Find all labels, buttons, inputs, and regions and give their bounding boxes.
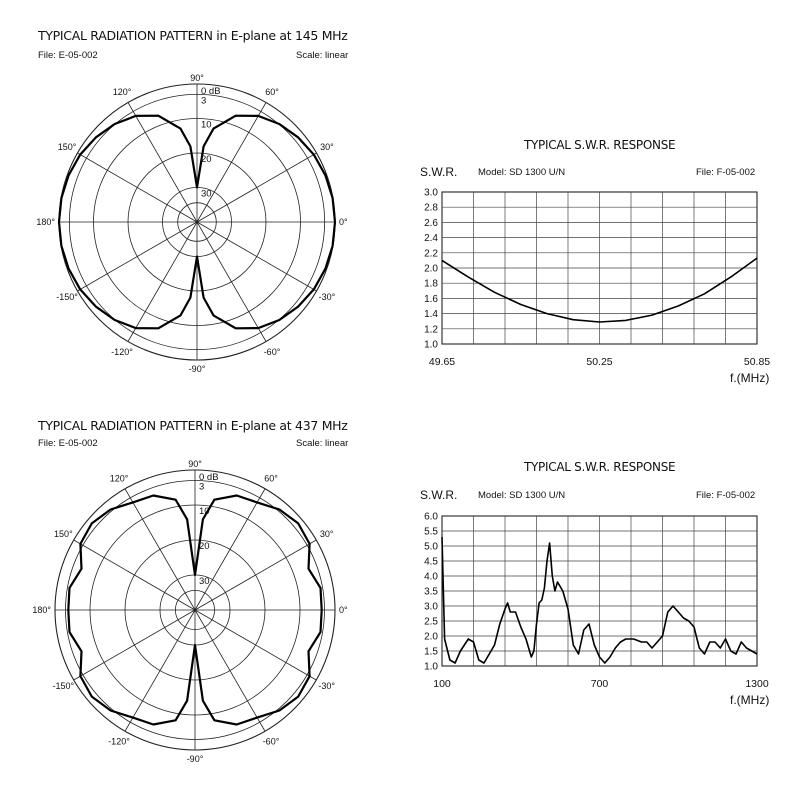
swr-1-ylabel: S.W.R.: [420, 165, 458, 179]
polar-angle-label: 0°: [339, 217, 348, 227]
polar-spoke: [195, 610, 316, 680]
polar-angle-label: 120°: [112, 87, 132, 98]
polar-angle-label: -60°: [262, 736, 280, 747]
polar-angle-label: 60°: [265, 87, 279, 98]
swr-y-tick-label: 5.0: [424, 541, 438, 553]
polar-1-scale-label: Scale: linear: [296, 50, 349, 61]
swr-y-tick-label: 4.5: [424, 556, 438, 568]
swr-1-title: TYPICAL S.W.R. RESPONSE: [524, 138, 676, 152]
polar-1-title: TYPICAL RADIATION PATTERN in E-plane at 145 MHz: [38, 28, 348, 43]
polar-spoke: [197, 222, 317, 291]
polar-ring-label: 0 dB: [199, 472, 219, 483]
polar-angle-label: -60°: [263, 346, 281, 357]
polar-angle-label: 90°: [190, 73, 204, 83]
polar-angle-label: 90°: [188, 459, 202, 469]
polar-angle-label: -90°: [188, 364, 206, 374]
polar-angle-label: 30°: [319, 529, 334, 539]
polar-2-file-label: File: E-05-002: [38, 438, 98, 449]
polar-ring-label: 10: [201, 119, 212, 131]
swr-y-tick-label: 2.8: [424, 202, 438, 214]
polar-ring-label: 3: [199, 481, 205, 493]
swr-y-tick-label: 3.5: [424, 586, 438, 598]
swr-y-tick-label: 1.6: [424, 293, 438, 305]
swr-y-tick-label: 1.2: [424, 324, 438, 336]
polar-angle-label: 60°: [264, 473, 278, 484]
polar-angle-label: -90°: [186, 754, 204, 764]
polar-chart-437mhz: [0, 400, 400, 800]
swr-1-model-label: Model: SD 1300 U/N: [478, 167, 566, 178]
polar-ring-label: 20: [199, 541, 210, 552]
polar-angle-label: 30°: [320, 142, 334, 152]
swr-y-tick-label: 3.0: [424, 601, 438, 613]
swr-x-tick-label: 50.25: [586, 356, 613, 368]
swr-2-file-label: File: F-05-002: [696, 490, 756, 501]
swr-y-tick-label: 6.0: [424, 511, 438, 523]
polar-spoke: [195, 610, 265, 731]
swr-2-model-label: Model: SD 1300 U/N: [478, 490, 566, 501]
swr-y-tick-label: 1.0: [424, 339, 438, 351]
swr-y-tick-label: 2.0: [424, 631, 438, 643]
swr-chart-50mhz: [400, 0, 800, 400]
polar-ring-label: 3: [201, 95, 207, 107]
swr-x-tick-label: 700: [590, 678, 609, 690]
polar-angle-label: 150°: [57, 142, 77, 152]
polar-1-file-label: File: E-05-002: [38, 50, 98, 61]
polar-angle-label: 180°: [32, 605, 51, 615]
polar-angle-label: 0°: [339, 605, 348, 615]
swr-1-xlabel: f.(MHz): [730, 371, 770, 385]
polar-ring-label: 0 dB: [201, 86, 221, 97]
polar-2-scale-label: Scale: linear: [296, 438, 349, 449]
polar-spoke: [197, 153, 317, 222]
polar-ring-label: 30: [199, 576, 210, 587]
polar-angle-label: 150°: [54, 529, 73, 539]
swr-y-tick-label: 1.5: [424, 646, 438, 658]
polar-angle-label: 120°: [109, 473, 129, 484]
polar-ring-label: 30: [201, 188, 212, 200]
swr-y-tick-label: 2.5: [424, 616, 438, 628]
swr-y-tick-label: 3.0: [424, 187, 438, 199]
swr-y-tick-label: 2.0: [424, 263, 438, 275]
swr-2-xlabel: f.(MHz): [730, 693, 770, 707]
polar-angle-label: -120°: [111, 346, 133, 357]
polar-spoke: [74, 540, 195, 610]
polar-angle-label: -150°: [52, 681, 75, 691]
swr-y-tick-label: 4.0: [424, 571, 438, 583]
swr-chart-wideband: [400, 400, 800, 800]
swr-x-tick-label: 1300: [745, 678, 769, 690]
polar-spoke: [128, 102, 197, 222]
polar-chart-145mhz: [0, 0, 400, 400]
polar-angle-label: -120°: [108, 736, 130, 747]
swr-y-tick-label: 2.6: [424, 217, 438, 229]
polar-spoke: [197, 222, 266, 342]
swr-2-ylabel: S.W.R.: [420, 488, 458, 502]
swr-x-tick-label: 49.65: [428, 356, 456, 368]
swr-x-tick-label: 50.85: [743, 356, 771, 368]
polar-angle-label: -30°: [318, 292, 336, 302]
swr-2-title: TYPICAL S.W.R. RESPONSE: [524, 460, 676, 474]
swr-y-tick-label: 5.5: [424, 526, 438, 538]
polar-spoke: [125, 489, 195, 610]
swr-y-tick-label: 1.0: [424, 661, 438, 673]
polar-angle-label: -30°: [318, 681, 335, 691]
swr-x-tick-label: 100: [433, 678, 451, 690]
swr-1-file-label: File: F-05-002: [696, 167, 756, 178]
polar-angle-label: -150°: [56, 292, 78, 302]
polar-ring-label: 20: [201, 154, 212, 165]
polar-spoke: [125, 610, 195, 731]
polar-spoke: [128, 222, 197, 342]
polar-spoke: [195, 540, 316, 610]
polar-ring-label: 10: [199, 506, 210, 517]
polar-angle-label: 180°: [36, 217, 55, 227]
polar-spoke: [77, 153, 197, 222]
swr-y-tick-label: 2.2: [424, 248, 438, 260]
swr-y-tick-label: 1.4: [424, 309, 438, 321]
swr-y-tick-label: 2.4: [424, 233, 438, 245]
polar-spoke: [74, 610, 195, 680]
swr-y-tick-label: 1.8: [424, 278, 438, 290]
polar-2-title: TYPICAL RADIATION PATTERN in E-plane at 437 MHz: [38, 418, 348, 433]
polar-spoke: [77, 222, 197, 291]
